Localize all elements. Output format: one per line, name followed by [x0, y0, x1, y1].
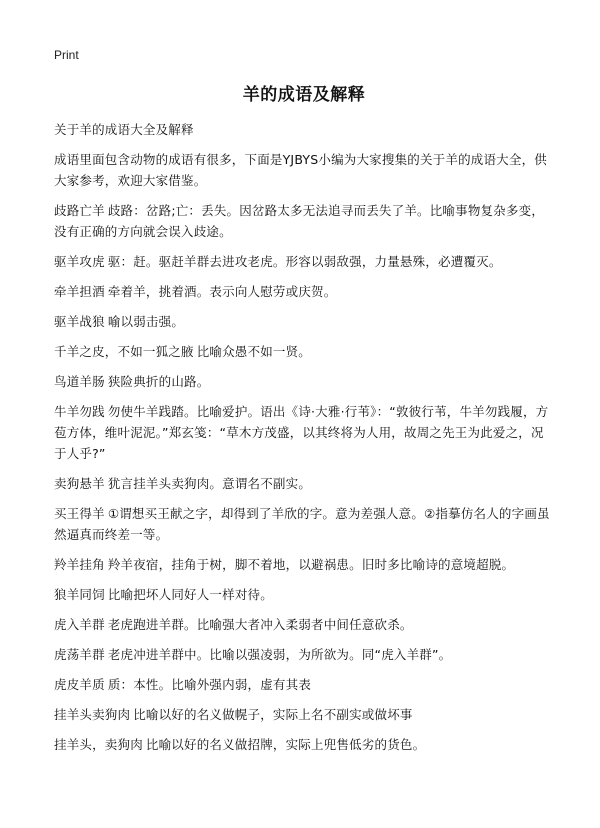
idiom-term: 狼羊同饲: [54, 587, 105, 602]
page-title: 羊的成语及解释: [242, 85, 366, 105]
idiom-explanation: 歧路：岔路;亡：丢失。因岔路太多无法追寻而丢失了羊。比喻事物复杂多变，没有正确的方向就会误入歧途。: [54, 203, 545, 239]
idiom-term: 牵羊担酒: [54, 284, 105, 299]
idiom-entry: [54, 371, 550, 392]
idiom-term: 鸟道羊肠: [54, 374, 105, 389]
idiom-explanation: 老虎冲进羊群中。比喻以强凌弱，为所欲为。同“虎入羊群”。: [107, 647, 452, 662]
idiom-term: 虎入羊群: [54, 617, 105, 632]
idiom-entry: [54, 644, 550, 665]
idiom-term: 驱羊攻虎: [54, 254, 105, 269]
idiom-term: 千羊之皮，不如一狐之腋: [54, 344, 194, 359]
idiom-term: 挂羊头卖狗肉: [54, 707, 131, 722]
idiom-entry: [54, 614, 550, 635]
idiom-explanation: 驱：赶。驱赶羊群去进攻老虎。形容以弱敌强，力量悬殊，必遭覆灭。: [107, 254, 502, 269]
idiom-entry: [54, 281, 550, 302]
idiom-term: 羚羊挂角: [54, 557, 105, 572]
intro-paragraph: 成语里面包含动物的成语有很多，下面是YJBYS小编为大家搜集的关于羊的成语大全，供大家参考，欢迎大家借鉴。: [54, 152, 547, 188]
idiom-entry: [54, 554, 550, 575]
idiom-term: 驱羊战狼: [54, 314, 105, 329]
idiom-term: 虎皮羊质: [54, 677, 105, 692]
idiom-term: 牛羊勿践: [54, 404, 105, 419]
idiom-entry: [54, 584, 550, 605]
idiom-explanation: 狭险典折的山路。: [107, 374, 210, 389]
idiom-entry: [54, 473, 550, 494]
idiom-explanation: 勿使牛羊践踏。比喻爱护。语出《诗·大雅·行苇》：“敦彼行苇，牛羊勿践履，方苞方体，维叶泥泥。”郑玄笺：“草木方茂盛，以其终将为人用，故周之先王为此爱之，况于人乎?”: [54, 404, 549, 461]
idiom-entry: [54, 704, 550, 725]
idiom-entry: [54, 341, 550, 362]
print-link[interactable]: Print: [54, 48, 79, 62]
idiom-explanation: 羚羊夜宿，挂角于树，脚不着地，以避祸患。旧时多比喻诗的意境超脱。: [107, 557, 515, 572]
idiom-explanation: 比喻把坏人同好人一样对待。: [107, 587, 273, 602]
idiom-entry: [54, 734, 550, 755]
idiom-term: 虎荡羊群: [54, 647, 105, 662]
idiom-entry: [54, 503, 550, 545]
idiom-term: 挂羊头，卖狗肉: [54, 737, 143, 752]
idiom-entry: [54, 311, 550, 332]
idiom-explanation: ①谓想买王献之字，却得到了羊欣的字。意为差强人意。②指摹仿名人的字画虽然逼真而终差一等。: [54, 506, 550, 542]
idiom-entry: [54, 401, 550, 464]
idiom-term: 卖狗悬羊: [54, 476, 105, 491]
idiom-entry: [54, 251, 550, 272]
idiom-explanation: 牵着羊，挑着酒。表示向人慰劳或庆贺。: [107, 284, 337, 299]
idiom-explanation: 比喻以好的名义做幌子，实际上名不副实或做坏事: [133, 707, 413, 722]
idiom-explanation: 比喻众愚不如一贤。: [196, 344, 312, 359]
idiom-term: 买王得羊: [54, 506, 105, 521]
idiom-explanation: 比喻以好的名义做招牌，实际上兜售低劣的货色。: [145, 737, 426, 752]
subtitle: 关于羊的成语大全及解释: [54, 122, 194, 137]
idiom-explanation: 质：本性。比喻外强内弱，虚有其表: [107, 677, 312, 692]
article-body: [54, 119, 550, 764]
idiom-entry: [54, 200, 550, 242]
idiom-entry: [54, 674, 550, 695]
idiom-explanation: 犹言挂羊头卖狗肉。意谓名不副实。: [107, 476, 312, 491]
idiom-explanation: 老虎跑进羊群。比喻强大者冲入柔弱者中间任意砍杀。: [107, 617, 413, 632]
idiom-term: 歧路亡羊: [54, 203, 105, 218]
idiom-explanation: 喻以弱击强。: [107, 314, 185, 329]
